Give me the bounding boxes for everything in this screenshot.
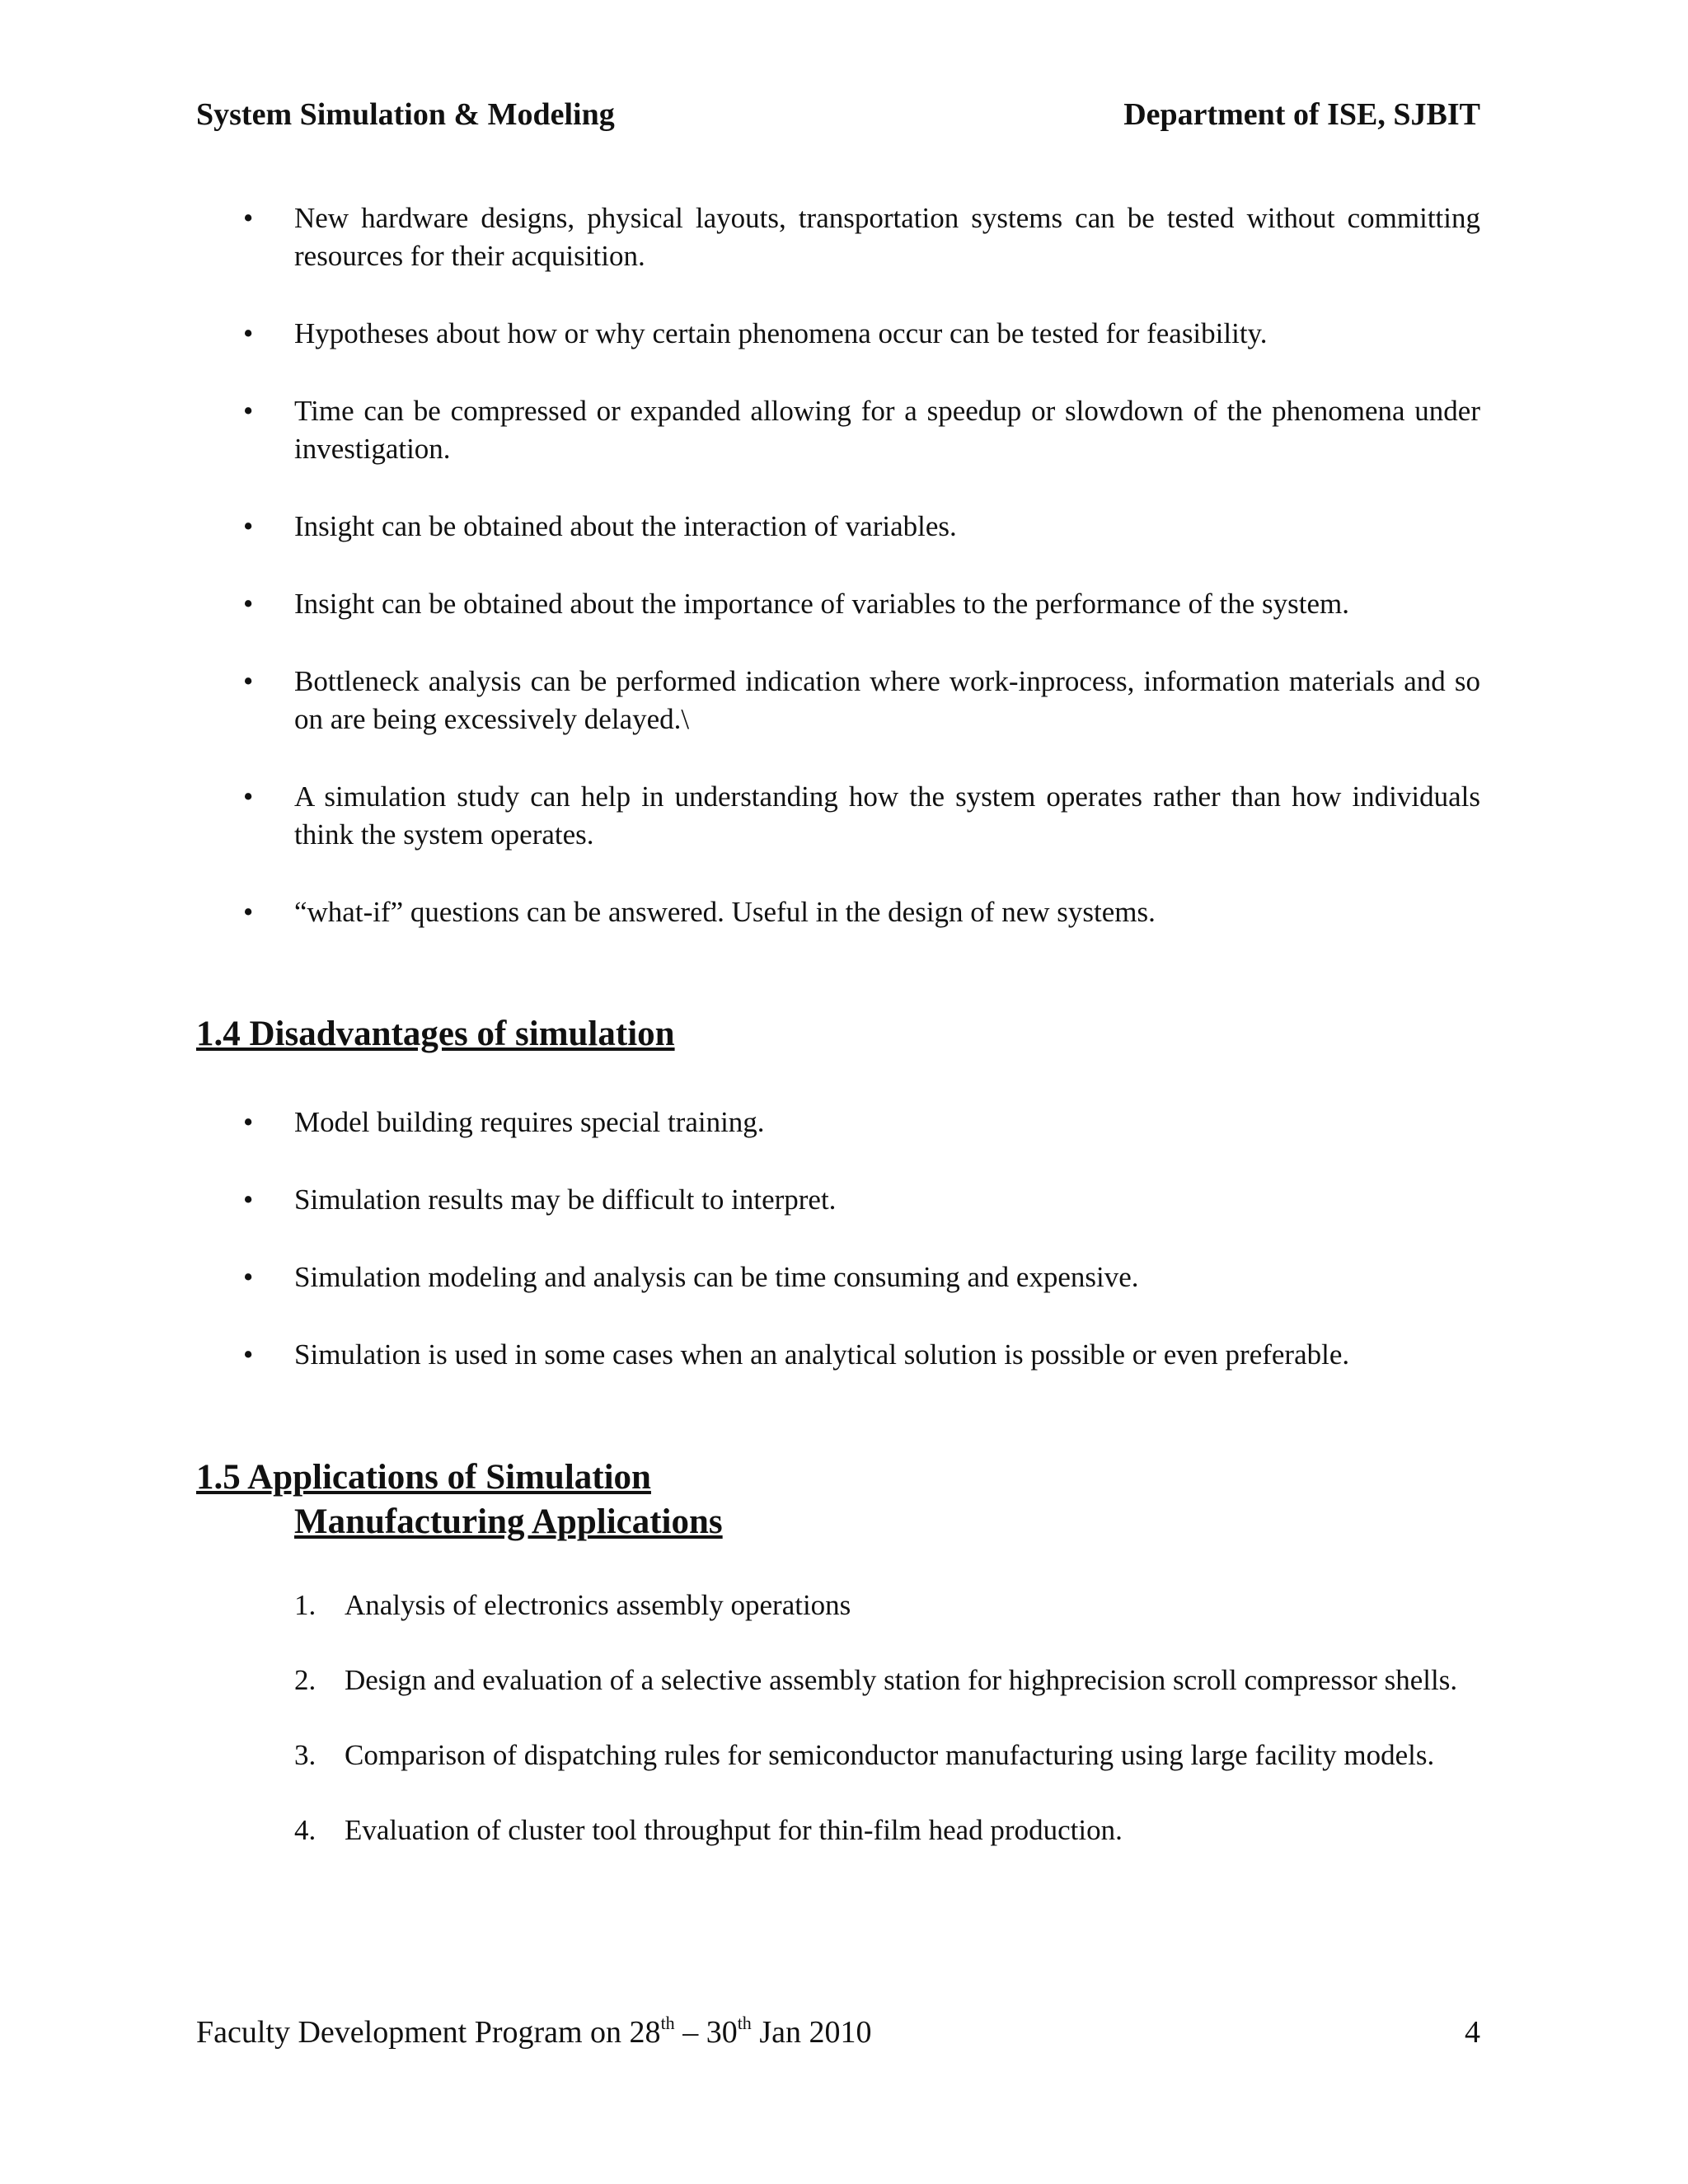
list-item: • Simulation results may be difficult to interpret.: [196, 1181, 1480, 1219]
advantages-list: [196, 199, 1480, 931]
bullet-icon: •: [243, 1338, 254, 1371]
footer-program: Faculty Development Program on 28th – 30th Jan 2010: [196, 2013, 872, 2050]
list-item: 3. Comparison of dispatching rules for semiconductor manufacturing using large facility models.: [294, 1739, 1435, 1771]
list-item: • Simulation is used in some cases when an analytical solution is possible or even preferable.: [196, 1336, 1480, 1374]
page-number: 4: [1465, 2015, 1480, 2050]
disadvantages-list: [196, 1104, 1480, 1374]
header-course-title: System Simulation & Modeling: [196, 97, 615, 132]
advantages-section: [196, 199, 1480, 971]
list-item: • A simulation study can help in understanding how the system operates rather than how individuals think the system operates.: [196, 778, 1480, 854]
bullet-icon: •: [243, 1261, 254, 1293]
list-item: • Insight can be obtained about the importance of variables to the performance of the system.: [196, 585, 1480, 623]
header-department: Department of ISE, SJBIT: [1123, 97, 1480, 132]
bullet-icon: •: [243, 317, 254, 349]
bullet-icon: •: [243, 395, 254, 427]
bullet-icon: •: [243, 202, 254, 234]
applications-list: [196, 1586, 1480, 1849]
bullet-icon: •: [243, 1183, 254, 1216]
disadvantages-section: [196, 1104, 1480, 1413]
manufacturing-subheading: Manufacturing Applications: [294, 1502, 723, 1541]
bullet-icon: •: [243, 1106, 254, 1138]
list-item: • Hypotheses about how or why certain phenomena occur can be tested for feasibility.: [196, 315, 1480, 353]
list-item: • Bottleneck analysis can be performed indication where work-inprocess, information materials and so on are being excessively delayed.\: [196, 663, 1480, 738]
list-item: • Model building requires special training.: [196, 1104, 1480, 1141]
list-item: 1. Analysis of electronics assembly operations: [294, 1589, 851, 1621]
bullet-icon: •: [243, 588, 254, 620]
list-item: • Simulation modeling and analysis can be time consuming and expensive.: [196, 1258, 1480, 1296]
list-item: • New hardware designs, physical layouts, transportation systems can be tested without committing resources for their acquisition.: [196, 199, 1480, 275]
applications-section: [196, 1586, 1480, 1886]
bullet-icon: •: [243, 780, 254, 813]
page-header: [196, 96, 1480, 133]
list-item: • “what-if” questions can be answered. Useful in the design of new systems.: [196, 893, 1480, 931]
disadvantages-heading: 1.4 Disadvantages of simulation: [196, 1015, 675, 1053]
list-item: 4. Evaluation of cluster tool throughput for thin-film head production.: [294, 1814, 1123, 1846]
list-item: 2. Design and evaluation of a selective assembly station for highprecision scroll compressor shells.: [294, 1664, 1458, 1696]
list-item: • Insight can be obtained about the interaction of variables.: [196, 508, 1480, 546]
bullet-icon: •: [243, 665, 254, 697]
applications-heading: 1.5 Applications of Simulation: [196, 1458, 651, 1497]
bullet-icon: •: [243, 510, 254, 542]
bullet-icon: •: [243, 896, 254, 928]
page-footer: [196, 2014, 1480, 2050]
list-item: • Time can be compressed or expanded allowing for a speedup or slowdown of the phenomena under investigation.: [196, 392, 1480, 468]
